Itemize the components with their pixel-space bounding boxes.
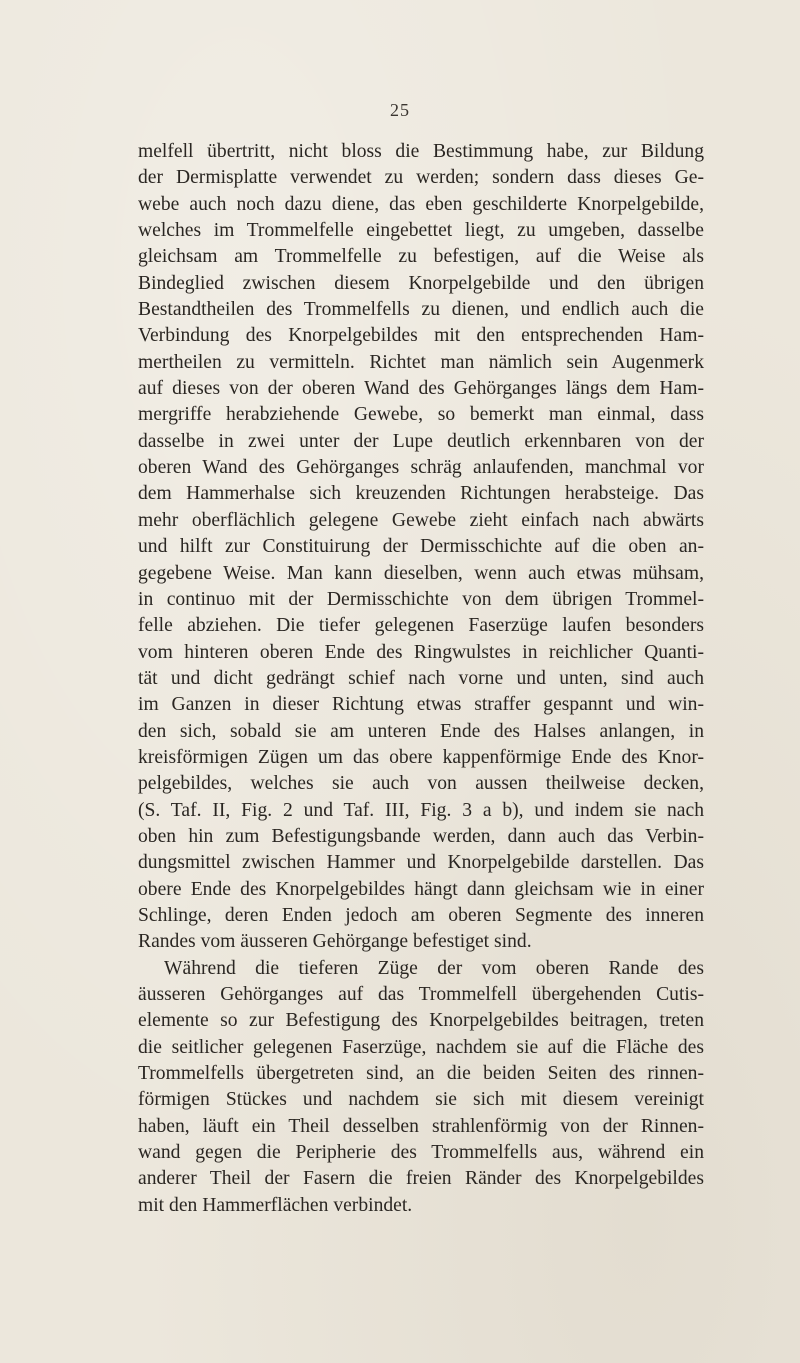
text-line: oben hin zum Befestigungsbande werden, dann auch das Verbin- (138, 825, 704, 847)
text-line: der Dermisplatte verwendet zu werden; sondern dass dieses Ge- (138, 167, 704, 189)
text-line: Randes vom äusseren Gehörgange befestiget sind. (138, 931, 532, 953)
text-line: elemente so zur Befestigung des Knorpelgebildes beitragen, treten (138, 1010, 704, 1032)
text-line: welches im Trommelfelle eingebettet liegt, zu umgeben, dasselbe (138, 220, 704, 242)
text-line: mit den Hammerflächen verbindet. (138, 1194, 413, 1216)
text-line: kreisförmigen Zügen um das obere kappenförmige Ende des Knor- (138, 746, 704, 768)
text-line: (S. Taf. II, Fig. 2 und Taf. III, Fig. 3 a b), und indem sie nach (138, 799, 704, 821)
text-line: die seitlicher gelegenen Faserzüge, nachdem sie auf die Fläche des (138, 1036, 704, 1058)
text-line: dem Hammerhalse sich kreuzenden Richtungen herabsteige. Das (138, 483, 704, 505)
page-number: 25 (390, 100, 410, 120)
text-line: webe auch noch dazu diene, das eben geschilderte Knorpelgebilde, (138, 193, 704, 215)
text-line: dasselbe in zwei unter der Lupe deutlich erkennbaren von der (138, 430, 704, 452)
text-line: gegebene Weise. Man kann dieselben, wenn auch etwas mühsam, (138, 562, 704, 584)
text-line: dungsmittel zwischen Hammer und Knorpelgebilde darstellen. Das (138, 852, 704, 874)
text-line: gleichsam am Trommelfelle zu befestigen, auf die Weise als (138, 246, 704, 268)
text-line: tät und dicht gedrängt schief nach vorne und unten, sind auch (138, 667, 704, 689)
text-line: im Ganzen in dieser Richtung etwas straffer gespannt und win- (138, 694, 704, 716)
text-line: äusseren Gehörganges auf das Trommelfell übergehenden Cutis- (138, 984, 704, 1005)
text-line: mertheilen zu vermitteln. Richtet man nämlich sein Augenmerk (138, 351, 704, 373)
body-text (138, 139, 704, 1219)
text-line: Schlinge, deren Enden jedoch am oberen Segmente des inneren (138, 904, 704, 926)
text-line: melfell übertritt, nicht bloss die Bestimmung habe, zur Bildung (138, 141, 704, 162)
text-line: und hilft zur Constituirung der Dermisschichte auf die oben an- (138, 536, 704, 558)
text-line: den sich, sobald sie am unteren Ende des Halses anlangen, in (138, 720, 704, 742)
text-line: vom hinteren oberen Ende des Ringwulstes in reichlicher Quanti- (138, 641, 704, 663)
text-line: Trommelfells übergetreten sind, an die beiden Seiten des rinnen- (138, 1063, 704, 1085)
text-line: obere Ende des Knorpelgebildes hängt dann gleichsam wie in einer (138, 878, 704, 900)
text-line: auf dieses von der oberen Wand des Gehörganges längs dem Ham- (138, 378, 704, 400)
text-line: mehr oberflächlich gelegene Gewebe zieht einfach nach abwärts (138, 509, 704, 531)
text-line: wand gegen die Peripherie des Trommelfells aus, während ein (138, 1142, 704, 1164)
text-line: oberen Wand des Gehörganges schräg anlaufenden, manchmal vor (138, 457, 704, 479)
text-line: Verbindung des Knorpelgebildes mit den entsprechenden Ham- (138, 325, 704, 347)
text-line: mergriffe herabziehende Gewebe, so bemerkt man einmal, dass (138, 404, 704, 426)
text-line: Bestandtheilen des Trommelfells zu dienen, und endlich auch die (138, 299, 704, 321)
text-line: haben, läuft ein Theil desselben strahlenförmig von der Rinnen- (138, 1115, 704, 1137)
text-line: pelgebildes, welches sie auch von aussen theilweise decken, (138, 773, 704, 795)
text-line: in continuo mit der Dermisschichte von dem übrigen Trommel- (138, 588, 704, 610)
text-line: Bindeglied zwischen diesem Knorpelgebilde und den übrigen (138, 272, 704, 294)
text-line: felle abziehen. Die tiefer gelegenen Faserzüge laufen besonders (138, 615, 704, 637)
text-line: Während die tieferen Züge der vom oberen Rande des (164, 957, 704, 979)
text-line: anderer Theil der Fasern die freien Ränder des Knorpelgebildes (138, 1168, 704, 1190)
text-line: förmigen Stückes und nachdem sie sich mit diesem vereinigt (138, 1089, 704, 1111)
